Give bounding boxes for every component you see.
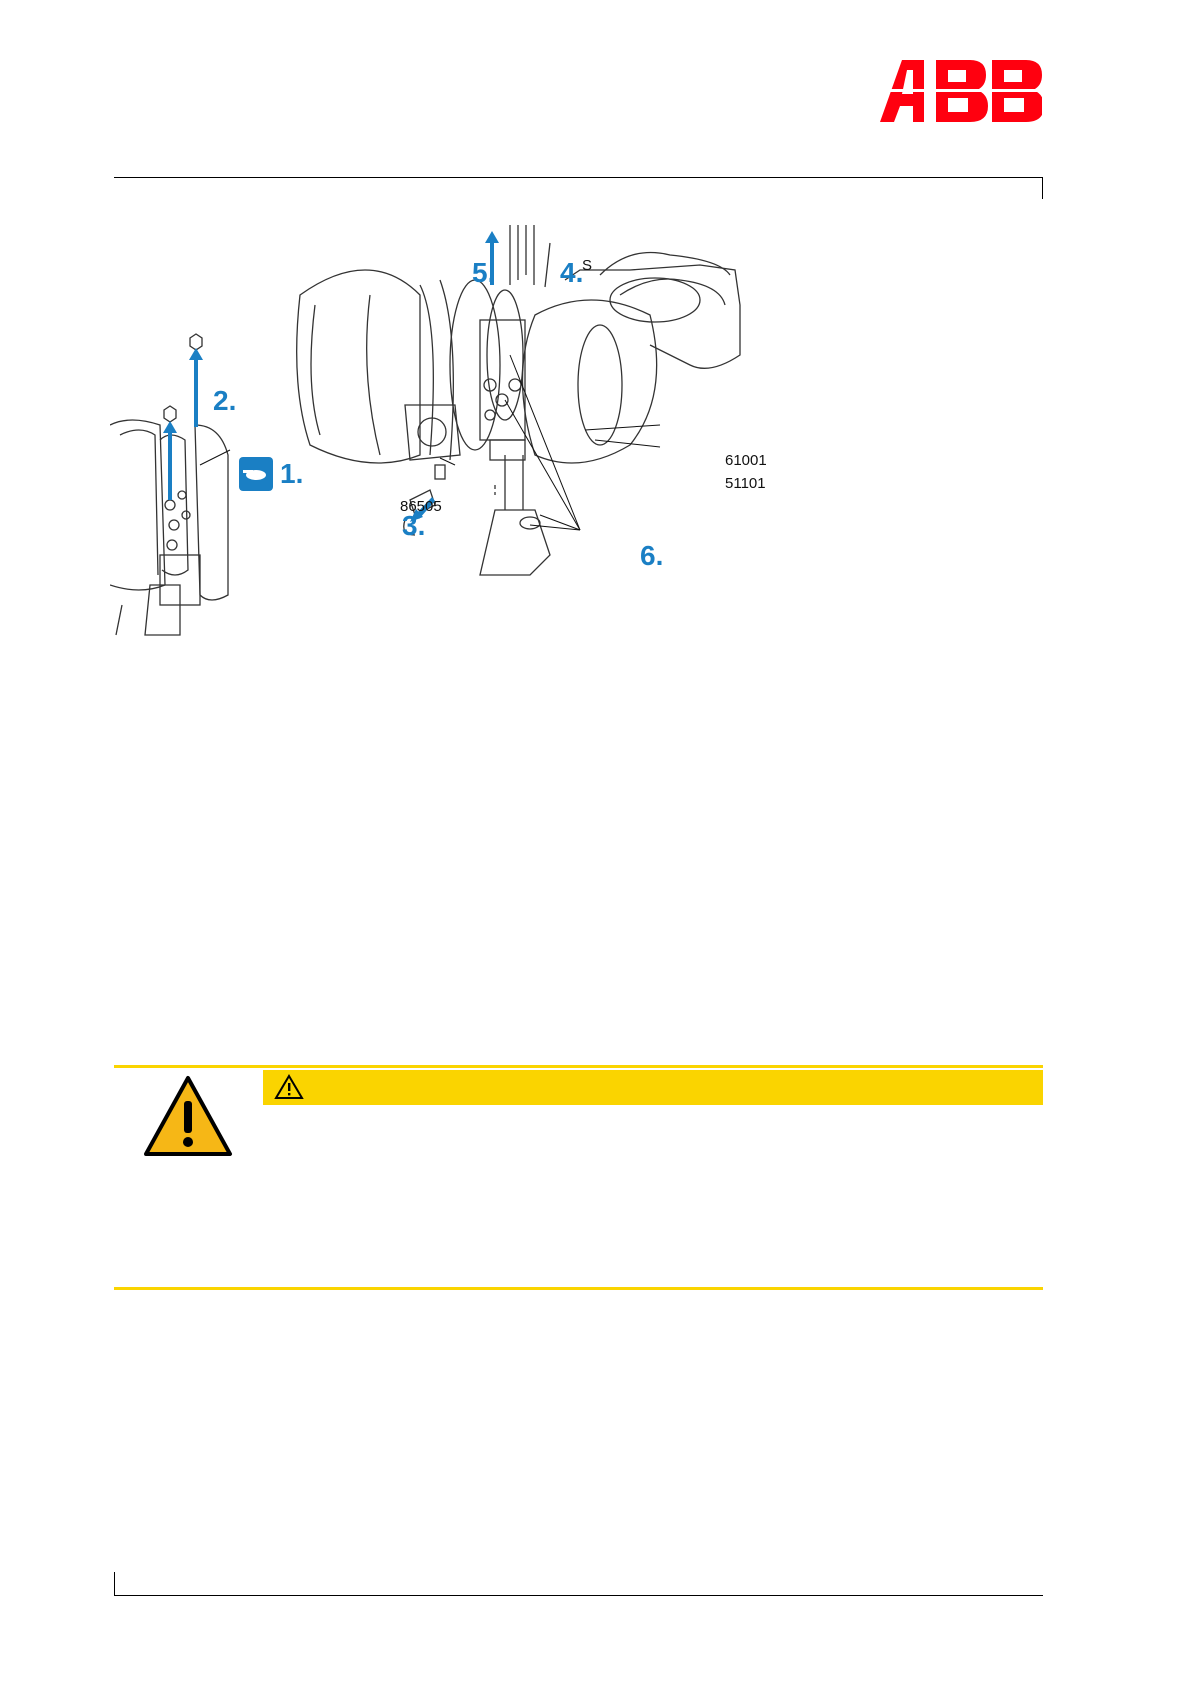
step-label-1: 1. (280, 458, 304, 489)
step-label-4: 4. (560, 257, 584, 288)
warning-triangle-small-icon (274, 1074, 304, 1100)
step-label-6: 6. (640, 540, 664, 571)
caution-bottom-rule (114, 1287, 1043, 1290)
step-label-5: 5. (472, 257, 496, 288)
part-number-51101: 51101 (725, 475, 766, 492)
footer-rule-tick (114, 1572, 115, 1595)
turbocharger-drawing (110, 225, 790, 650)
caution-top-rule (114, 1065, 1043, 1068)
step-label-2: 2. (213, 385, 237, 416)
step-label-3: 3. (402, 510, 426, 541)
footer-rule (114, 1595, 1043, 1596)
lifting-tool-label-s: S (582, 257, 593, 274)
header-rule-tick (1042, 177, 1043, 199)
caution-header-band (263, 1070, 1043, 1105)
warning-triangle-icon (143, 1075, 233, 1157)
part-number-86505: 86505 (400, 498, 442, 515)
abb-logo (880, 60, 1042, 122)
turbocharger-disassembly-figure (110, 225, 790, 650)
header-rule (114, 177, 1043, 178)
part-number-61001: 61001 (725, 452, 767, 469)
